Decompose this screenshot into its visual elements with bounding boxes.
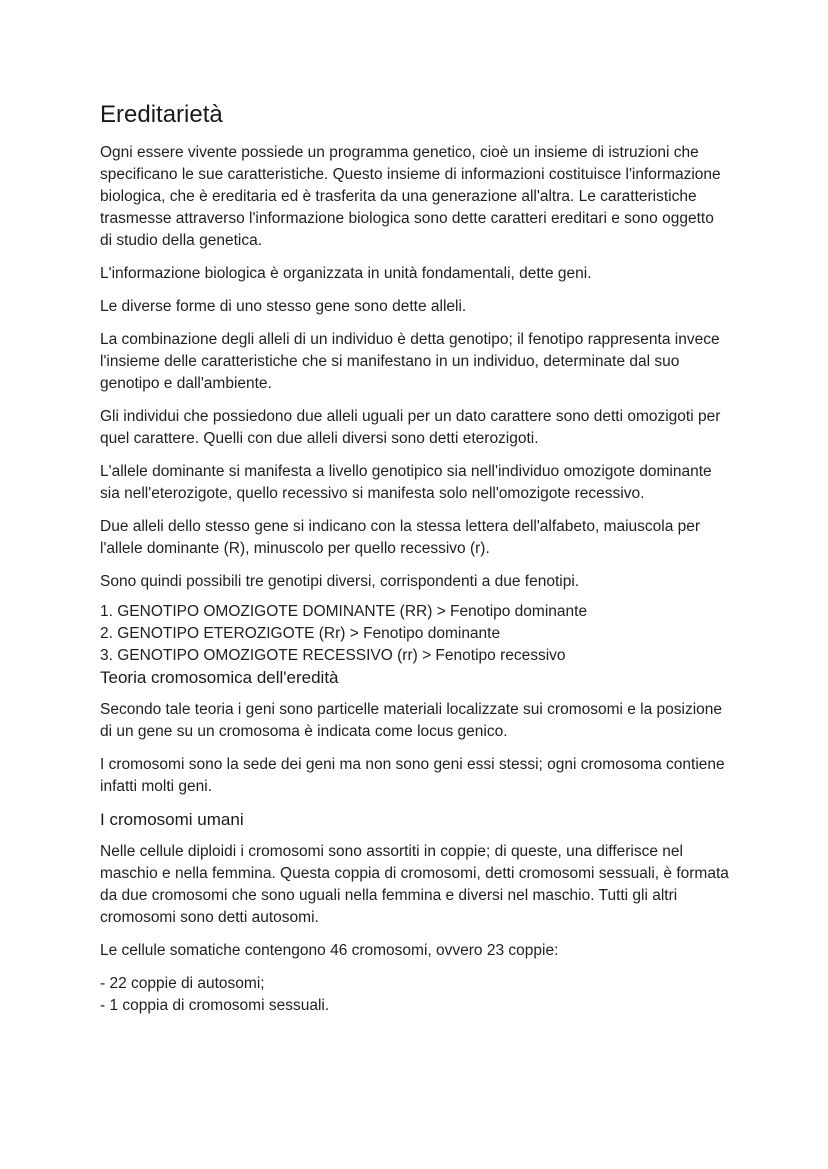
list-item: - 1 coppia di cromosomi sessuali. <box>100 997 330 1014</box>
list-item: 1. GENOTIPO OMOZIGOTE DOMINANTE (RR) > Fenotipo dominante <box>100 603 588 620</box>
paragraph-homozygous-heterozygous: Gli individui che possiedono due alleli uguali per un dato carattere sono detti omozigoti per quel carattere. Quelli con due alleli diversi sono detti eterozigoti. <box>100 408 721 447</box>
list-item: 3. GENOTIPO OMOZIGOTE RECESSIVO (rr) > Fenotipo recessivo <box>100 647 566 664</box>
paragraph-allele-notation: Due alleli dello stesso gene si indicano con la stessa lettera dell'alfabeto, maiuscola per l'allele dominante (R), minuscolo per quello recessivo (r). <box>100 518 701 557</box>
paragraph-genes: L'informazione biologica è organizzata in unità fondamentali, dette geni. <box>100 265 592 282</box>
paragraph-sex-chromosomes: Nelle cellule diploidi i cromosomi sono assortiti in coppie; di queste, una differisce nel maschio e nella femmina. Questa coppia di cromosomi, detti cromosomi sessuali, è formata da due cromosomi che sono uguali nella femmina e diversi nel maschio. Tutti gli altri cromosomi sono detti autosomi. <box>100 843 729 926</box>
list-item: - 22 coppie di autosomi; <box>100 975 265 992</box>
document-page <box>100 100 730 1017</box>
paragraph-dominant-recessive: L'allele dominante si manifesta a livello genotipico sia nell'individuo omozigote dominante sia nell'eterozigote, quello recessivo si manifesta solo nell'omozigote recessivo. <box>100 463 712 502</box>
heading-human-chromosomes: I cromosomi umani <box>100 810 244 829</box>
paragraph-somatic-cells: Le cellule somatiche contengono 46 cromosomi, ovvero 23 coppie: <box>100 942 559 959</box>
list-item: 2. GENOTIPO ETEROZIGOTE (Rr) > Fenotipo dominante <box>100 625 501 642</box>
chromosome-pairs-list <box>100 973 730 1017</box>
paragraph-chromosome-genes: I cromosomi sono la sede dei geni ma non sono geni essi stessi; ogni cromosoma contiene infatti molti geni. <box>100 756 725 795</box>
genotype-list <box>100 601 730 667</box>
paragraph-locus: Secondo tale teoria i geni sono particelle materiali localizzate sui cromosomi e la posizione di un gene su un cromosoma è indicata come locus genico. <box>100 701 723 740</box>
paragraph-three-genotypes: Sono quindi possibili tre genotipi diversi, corrispondenti a due fenotipi. <box>100 573 580 590</box>
paragraph-alleles: Le diverse forme di uno stesso gene sono dette alleli. <box>100 298 467 315</box>
paragraph-genotype-phenotype: La combinazione degli alleli di un individuo è detta genotipo; il fenotipo rappresenta invece l'insieme delle caratteristiche che si manifestano in un individuo, determinate dal suo genotipo e dall'ambiente. <box>100 331 720 392</box>
heading-chromosomal-theory: Teoria cromosomica dell'eredità <box>100 668 339 687</box>
document-title: Ereditarietà <box>100 101 223 128</box>
paragraph-genetic-program: Ogni essere vivente possiede un programma genetico, cioè un insieme di istruzioni che specificano le sue caratteristiche. Questo insieme di informazioni costituisce l'informazione biologica, che è ereditaria ed è trasferita da una generazione all'altra. Le caratteristiche trasmesse attraverso l'informazione biologica sono dette caratteri ereditari e sono oggetto di studio della genetica. <box>100 144 721 249</box>
